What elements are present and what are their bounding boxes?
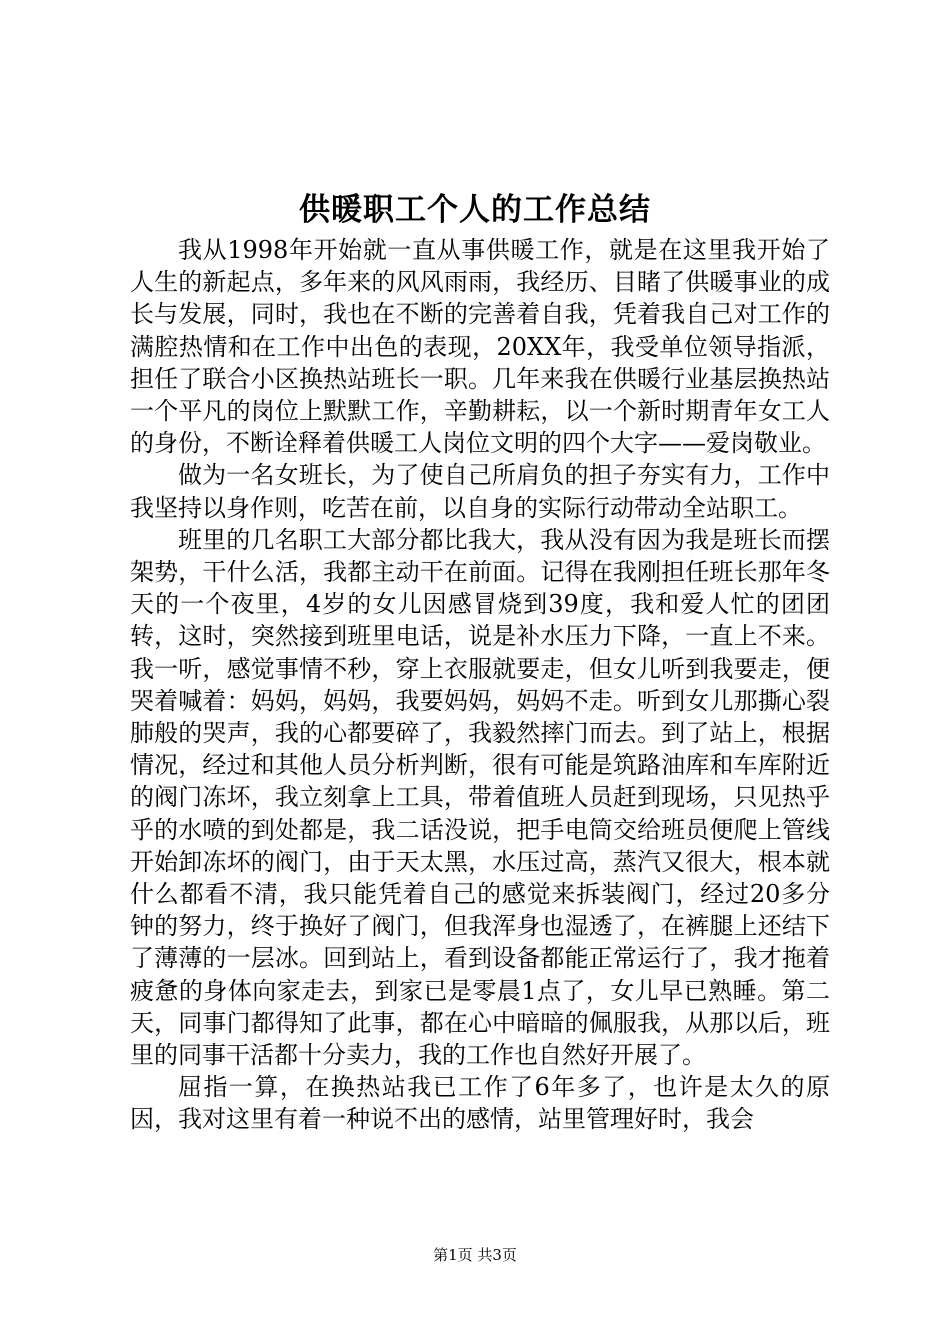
paragraph-3: 班里的几名职工大部分都比我大，我从没有因为我是班长而摆架势，干什么活，我都主动干在前面。记得在我刚担任班长那年冬天的一个夜里，4岁的女儿因感冒烧到39度，我和爱人忙的团团转，这时，突然接到班里电话，说是补水压力下降，一直上不来。我一听，感觉事情不秒，穿上衣服就要走，但女儿听到我要走，便哭着喊着：妈妈，妈妈，我要妈妈，妈妈不走。听到女儿那撕心裂肺般的哭声，我的心都要碎了，我毅然摔门而去。到了站上，根据情况，经过和其他人员分析判断，很有可能是筑路油库和车库附近的阀门冻坏，我立刻拿上工具，带着值班人员赶到现场，只见热乎乎的水喷的到处都是，我二话没说，把手电筒交给班员便爬上管线开始卸冻坏的阀门，由于天太黑，水压过高，蒸汽又很大，根本就什么都看不清，我只能凭着自己的感觉来拆装阀门，经过20多分钟的努力，终于换好了阀门，但我浑身也湿透了，在裤腿上还结下了薄薄的一层冰。回到站上，看到设备都能正常运行了，我才拖着疲惫的身体向家走去，到家已是零晨1点了，女儿早已熟睡。第二天，同事门都得知了此事，都在心中暗暗的佩服我，从那以后，班里的同事干活都十分卖力，我的工作也自然好开展了。 — [130, 525, 830, 1070]
paragraph-4: 屈指一算，在换热站我已工作了6年多了，也许是太久的原因，我对这里有着一种说不出的感情，站里管理好时，我会 — [130, 1073, 830, 1134]
paragraph-2: 做为一名女班长，为了使自己所肩负的担子夯实有力，工作中我坚持以身作则，吃苦在前，以自身的实际行动带动全站职工。 — [130, 461, 830, 522]
document-title: 供暖职工个人的工作总结 — [299, 192, 651, 228]
paragraph-1: 我从1998年开始就一直从事供暖工作，就是在这里我开始了人生的新起点，多年来的风风雨雨，我经历、目睹了供暖事业的成长与发展，同时，我也在不断的完善着自我，凭着我自己对工作的满腔热情和在工作中出色的表现，20XX年，我受单位领导指派，担任了联合小区换热站班长一职。几年来我在供暖行业基层换热站一个平凡的岗位上默默工作，辛勤耕耘，以一个新时期青年女工人的身份，不断诠释着供暖工人岗位文明的四个大字——爱岗敬业。 — [130, 236, 830, 458]
document-body — [130, 234, 830, 1136]
page-number-footer: 第1页 共3页 — [433, 1246, 517, 1264]
